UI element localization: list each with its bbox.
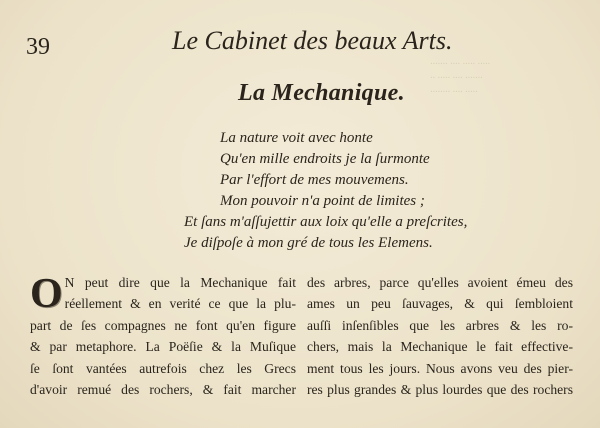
page-number: 39 <box>26 34 50 60</box>
body-line: chers, mais la Mechanique le fait effective- <box>307 339 573 355</box>
poem-line: Qu'en mille endroits je la ſurmonte <box>220 151 430 167</box>
body-line: ames un peu ſauvages, & qui ſembloient <box>307 296 573 312</box>
body-line: res plus grandes & plus lourdes que des rochers <box>307 382 573 398</box>
bleed-through-text: ······· ···· ····· ····· ·· ····· ···· ······· ········ ···· ····· <box>430 59 490 98</box>
body-line: & par metaphore. La Poëſie & la Muſique <box>30 339 296 355</box>
running-head: Le Cabinet des beaux Arts. <box>172 26 453 55</box>
body-line: d'avoir remué des rochers, & fait marcher <box>30 382 296 398</box>
section-title: La Mechanique. <box>238 80 405 106</box>
poem-line: La nature voit avec honte <box>220 130 373 146</box>
poem-line: Mon pouvoir n'a point de limites ; <box>220 193 425 209</box>
body-line: ſe ſont vantées autrefois chez les Grecs <box>30 360 296 376</box>
body-column-left <box>30 272 296 400</box>
body-line: N peut dire que la Mechanique fait <box>64 275 296 290</box>
body-line: des arbres, parce qu'elles avoient émeu des <box>307 275 573 290</box>
poem <box>180 128 520 254</box>
poem-line: Et ſans m'aſſujettir aux loix qu'elle a preſcrites, <box>184 214 468 230</box>
poem-line: Par l'effort de mes mouvemens. <box>220 172 409 188</box>
body-line: réellement & en verité ce que la plu- <box>64 296 296 312</box>
body-line: part de ſes compagnes ne font qu'en figure <box>30 317 296 333</box>
poem-line: Je diſpoſe à mon gré de tous les Elemens. <box>184 235 433 251</box>
drop-cap: O <box>30 271 63 317</box>
body-line: auſſi inſenſibles que les arbres & les ro- <box>307 317 573 333</box>
body-line: ment tous les jours. Nous avons veu des pier- <box>307 360 573 376</box>
body-column-right <box>307 272 573 400</box>
